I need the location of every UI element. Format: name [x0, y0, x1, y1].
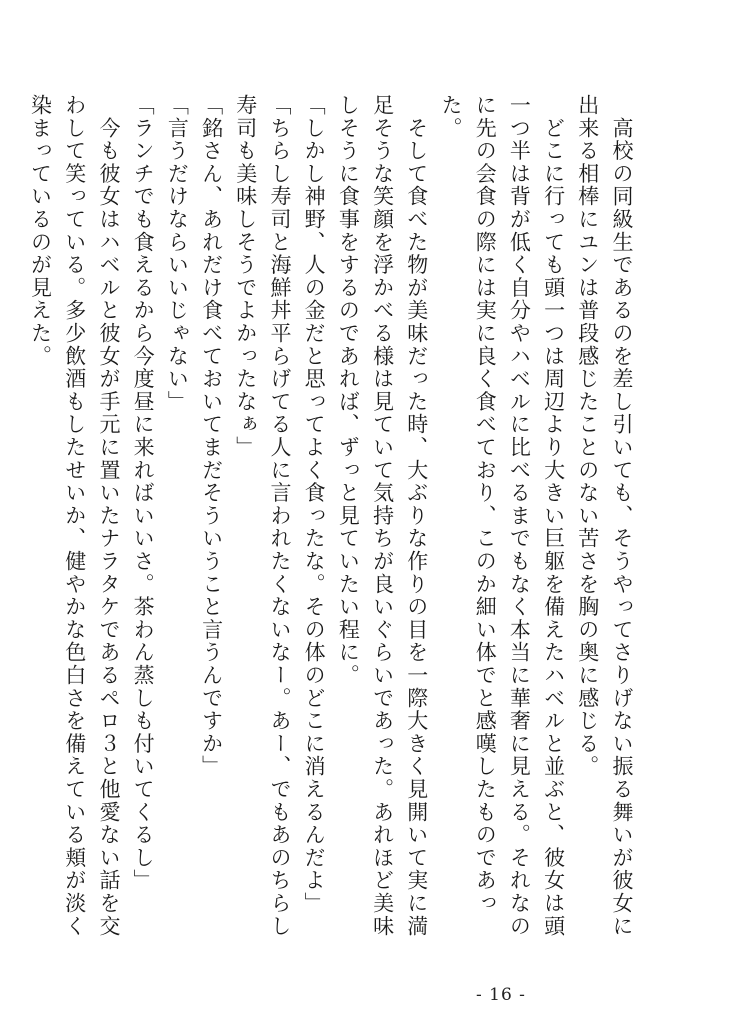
paragraph: どこに行っても頭一つは周辺より大きい巨躯を備えたハベルと並ぶと、彼女は頭一つ半は背が低く自分やハベルに比べるまでもなく本当に華奢に見える。それなのに先の会食の際には実に良く食べており、このか細い体でと感嘆したものであった。 [438, 94, 566, 938]
paragraph: 今も彼女はハベルと彼女が手元に置いたナラタケであるペロ３と他愛ない話を交わして笑っている。多少飲酒もしたせいか、健やかな色白さを備えている頬が淡く染まっているのが見えた。 [28, 94, 121, 938]
dialogue-line: 「ちらし寿司と海鮮丼平らげてる人に言われたくないなー。あー、でもあのちらし寿司も美味しそうでよかったなぁ」 [233, 94, 292, 938]
dialogue-line: 「言うだけならいいじゃない」 [165, 94, 190, 414]
dialogue-line: 「銘さん、あれだけ食べておいてまだそういうこと言うんですか」 [199, 94, 224, 778]
dialogue-line: 「しかし神野、人の金だと思ってよく食ったな。その体のどこに消えるんだよ」 [302, 94, 327, 915]
paragraph: 高校の同級生であるのを差し引いても、そうやってさりげない振る舞いが彼女に出来る相棒にユンは普段感じたことのない苦さを胸の奥に感じる。 [575, 94, 634, 938]
paragraph: そして食べた物が美味だった時、大ぶりな作りの目を一際大きく見開いて実に満足そうな笑顔を浮かべる様は見ていて気持ちが良いぐらいであった。あれほど美味しそうに食事をするのであれば、ずっと見ていたい程に。 [336, 94, 429, 938]
page-number: - 16 - [476, 985, 526, 1005]
dialogue-line: 「ランチでも食えるから今度昼に来ればいいさ。茶わん蒸しも付いてくるし」 [131, 94, 156, 892]
novel-body-text [28, 94, 639, 954]
